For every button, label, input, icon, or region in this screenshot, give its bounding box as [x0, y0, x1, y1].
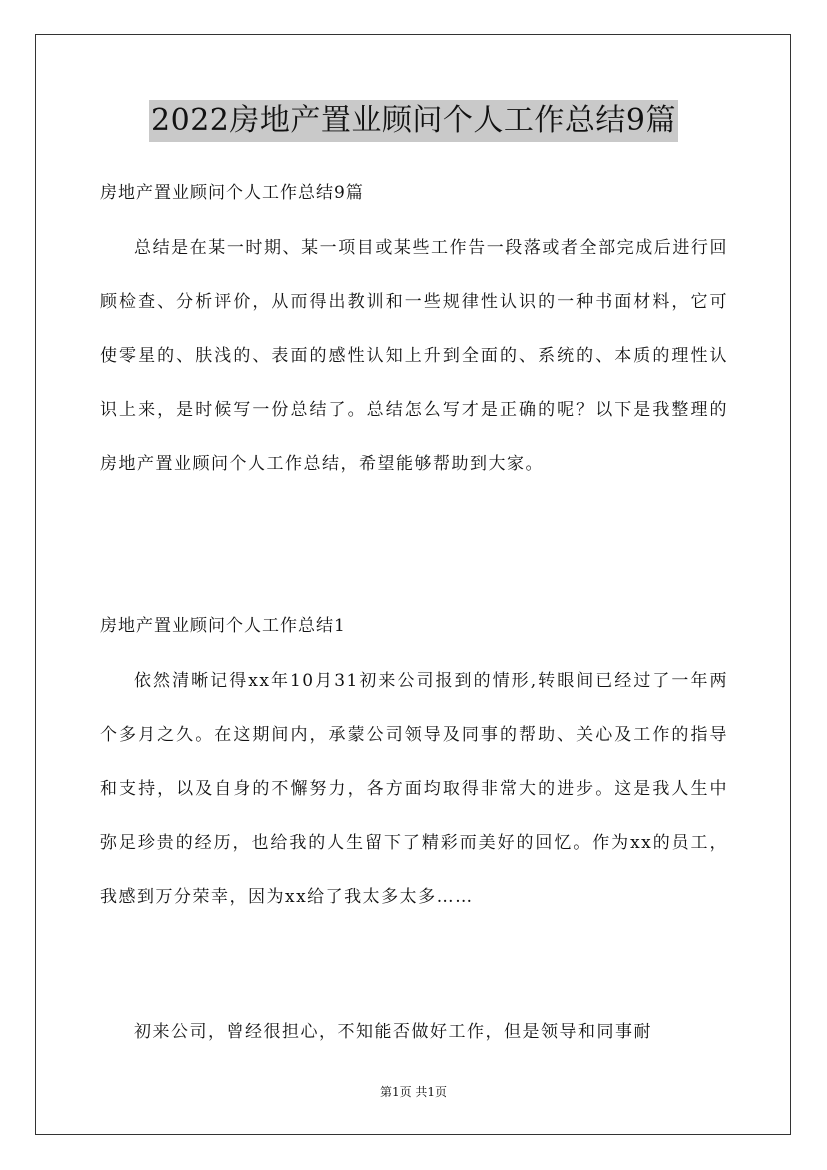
- page-footer: 第1页 共1页: [379, 1085, 448, 1099]
- section-1-paragraph-2: 初来公司，曾经很担心，不知能否做好工作，但是领导和同事耐: [134, 1022, 652, 1042]
- document-subtitle: 房地产置业顾问个人工作总结9篇: [100, 183, 364, 203]
- title-container: [0, 100, 827, 142]
- section-1-paragraph-1: 依然清晰记得xx年10月31初来公司报到的情形,转眼间已经过了一年两个多月之久。在这期间内，承蒙公司领导及同事的帮助、关心及工作的指导和支持，以及自身的不懈努力，各方面均取得非常大的进步。这是我人生中弥足珍贵的经历，也给我的人生留下了精彩而美好的回忆。作为xx的员工，我感到万分荣幸，因为xx给了我太多太多……: [100, 671, 728, 907]
- section-heading-1: 房地产置业顾问个人工作总结1: [100, 616, 346, 636]
- document-title: 2022房地产置业顾问个人工作总结9篇: [149, 100, 678, 142]
- intro-paragraph: 总结是在某一时期、某一项目或某些工作告一段落或者全部完成后进行回顾检查、分析评价，从而得出教训和一些规律性认识的一种书面材料，它可使零星的、肤浅的、表面的感性认知上升到全面的、系统的、本质的理性认识上来，是时候写一份总结了。总结怎么写才是正确的呢？以下是我整理的房地产置业顾问个人工作总结，希望能够帮助到大家。: [100, 238, 728, 474]
